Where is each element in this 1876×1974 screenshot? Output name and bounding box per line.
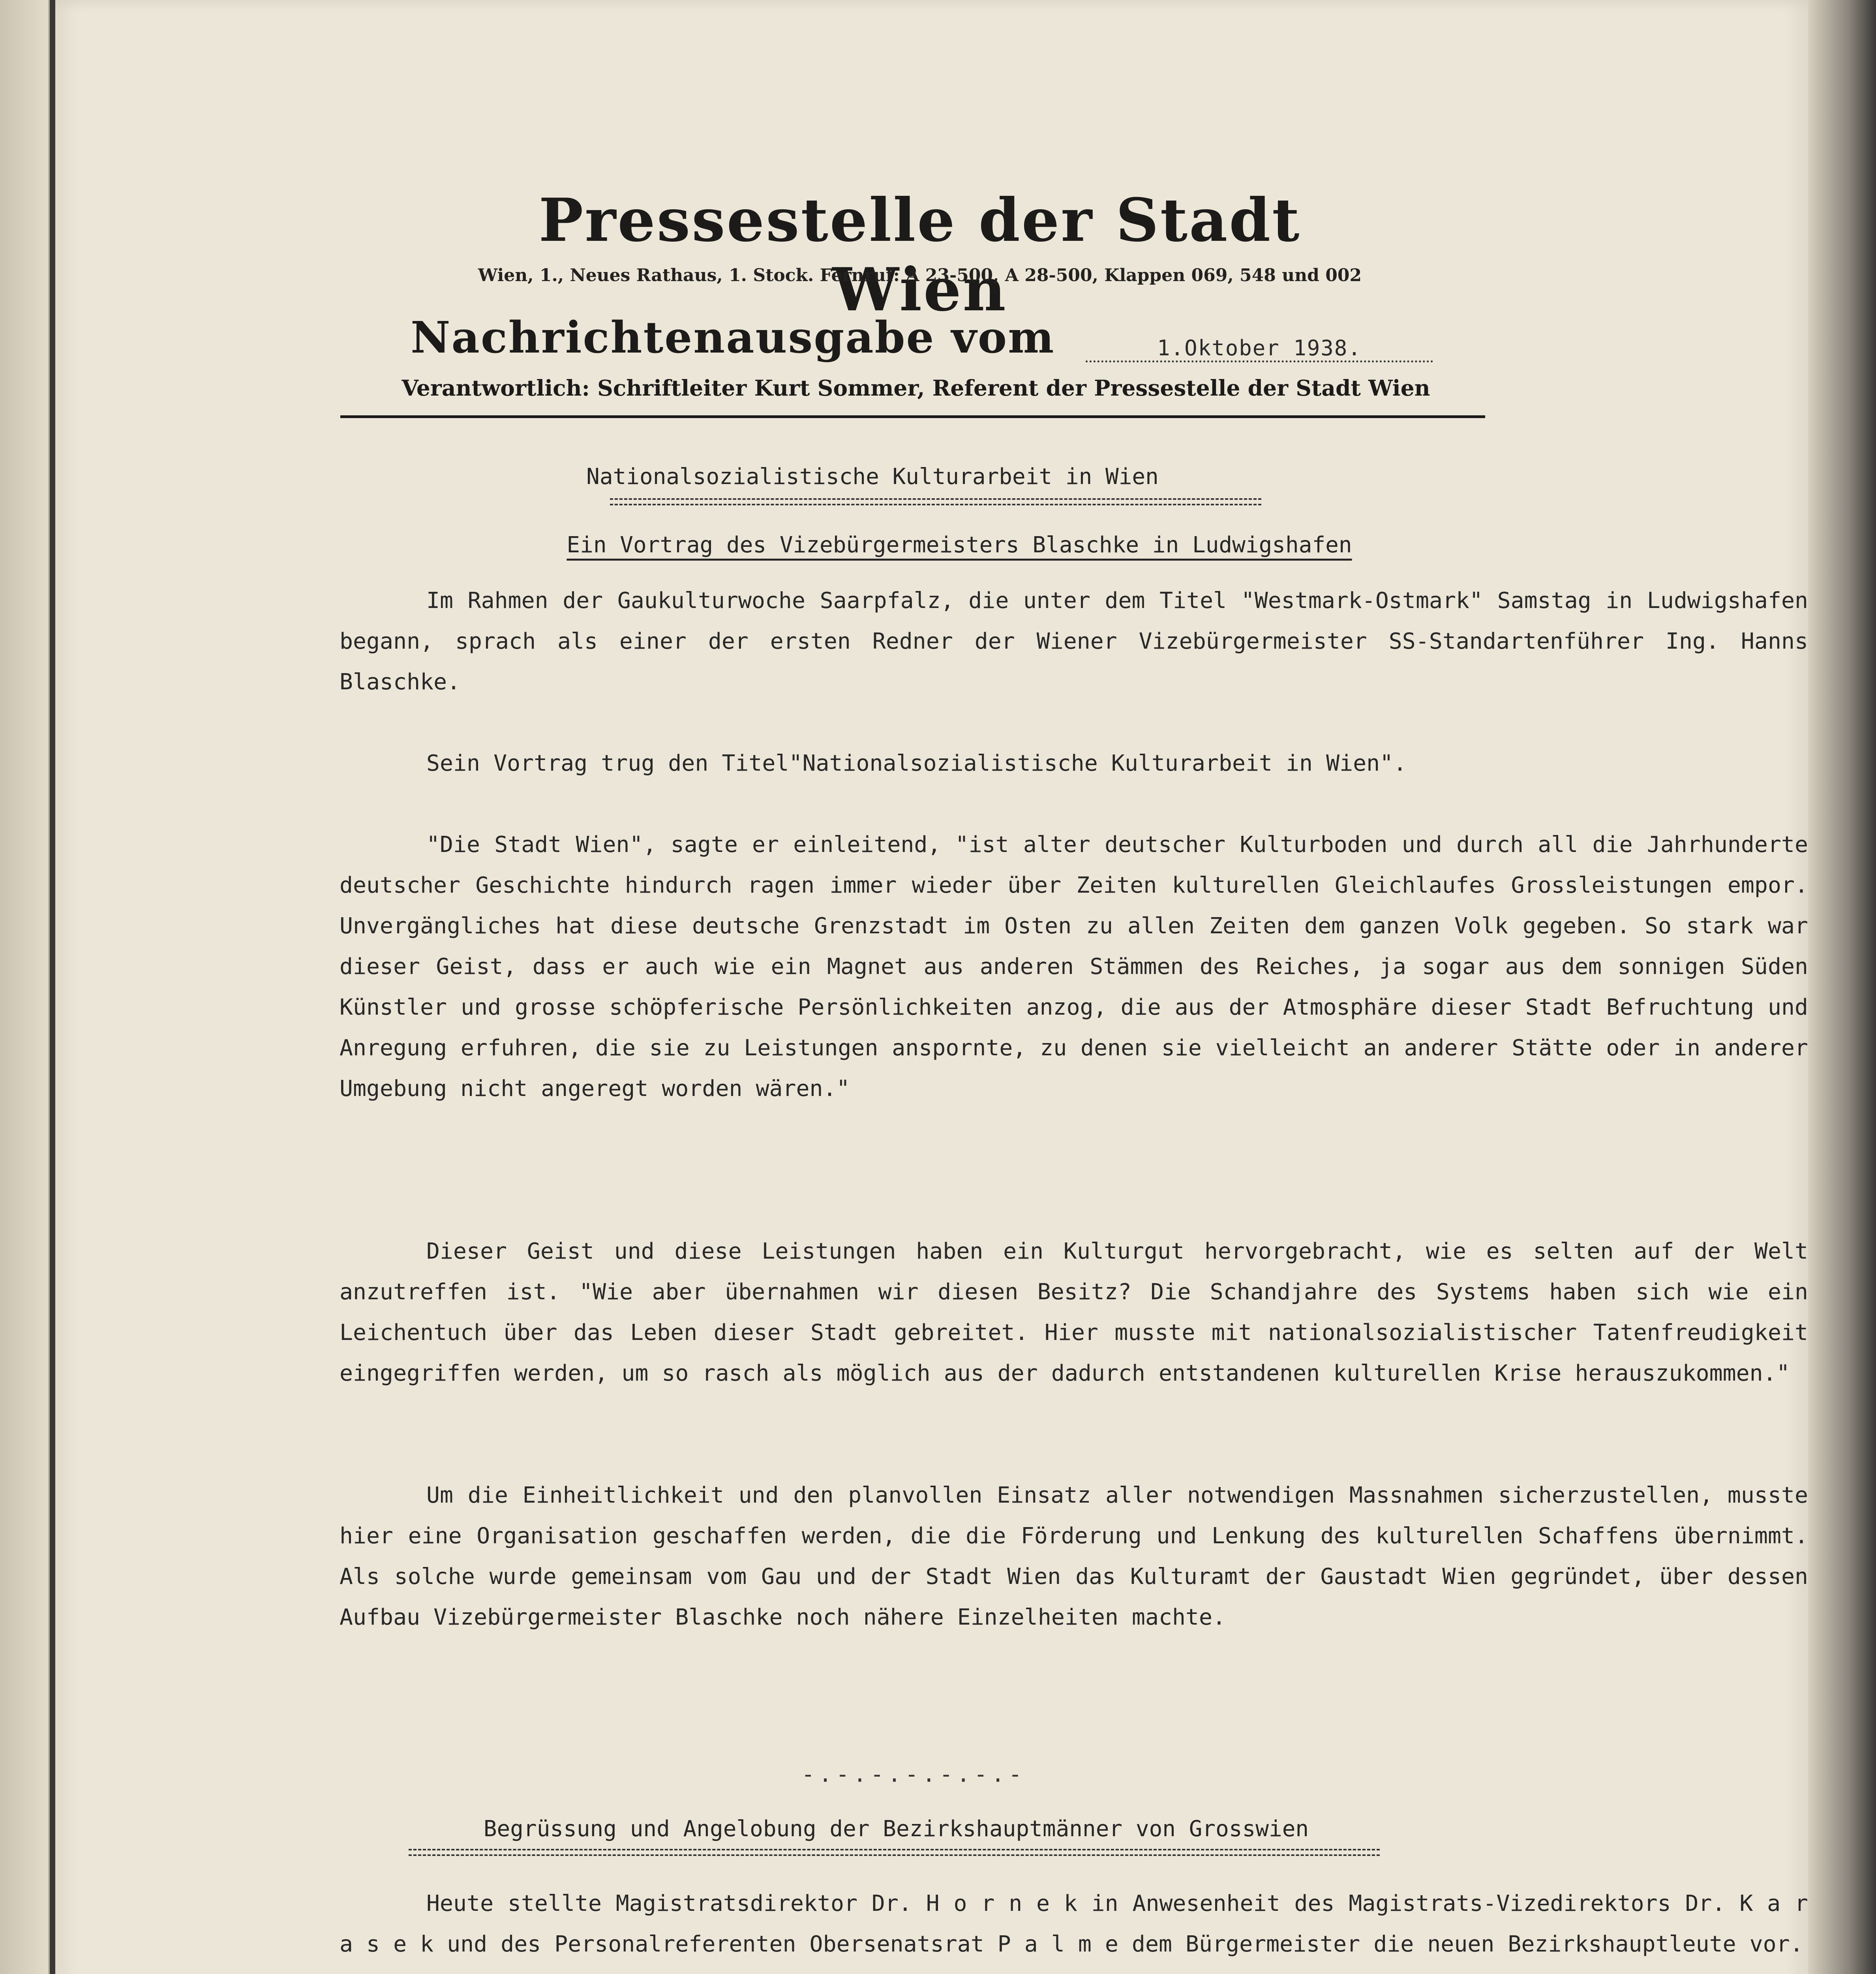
article1-separator: -.-.-.-.-.-.- — [801, 1762, 1026, 1787]
article1-paragraph-5: Um die Einheitlichkeit und den planvollen Einsatz aller notwendigen Massnahmen sicherzustellen, musste hier eine Organisation geschaffen werden, die die Förderung und Lenkung des kulturellen Schaffens übernimmt. Als solche wurde gemeinsam vom Gau und der Stadt Wien das Kulturamt der Gaustadt Wien gegründet, über dessen Aufbau Vizebürgermeister Blaschke noch nähere Einzelheiten machte. — [340, 1482, 1808, 1630]
previous-page-edge — [0, 0, 50, 1974]
article1-paragraph-3: "Die Stadt Wien", sagte er einleitend, "ist alter deutscher Kulturboden und durch all die Jahrhunderte deutscher Geschichte hindurch ragen immer wieder über Zeiten kulturellen Gleichlaufes Grossleistungen empor. Unvergängliches hat diese deutsche Grenzstadt im Osten zu allen Zeiten dem ganzen Volk gegeben. So stark war dieser Geist, dass er auch wie ein Magnet aus anderen Stämmen des Reiches, ja sogar aus dem sonnigen Süden Künstler und grosse schöpferische Persönlichkeiten anzog, die aus der Atmosphäre dieser Stadt Befruchtung und Anregung erfuhren, die sie zu Leistungen anspornte, zu denen sie vielleicht an anderer Stätte oder in anderer Umgebung nicht angeregt worden wären." — [340, 832, 1808, 1101]
edition-date: 1.Oktober 1938. — [1086, 336, 1433, 362]
letterhead-address: Wien, 1., Neues Rathaus, 1. Stock. Fernruf: A 23-500, A 28-500, Klappen 069, 548 und 002 — [478, 265, 1362, 285]
article1-subtitle: Ein Vortrag des Vizebürgermeisters Blaschke in Ludwigshafen — [567, 532, 1352, 558]
article2-paragraph-1: Heute stellte Magistratsdirektor Dr. H o r n e k in Anwesenheit des Magistrats-Vizedirektors Dr. K a r a s e k und des Personalreferenten Obersenatsrat P a l m e dem Bürgermeister die neuen Bezirkshauptleute vor. — [340, 1891, 1808, 1957]
article1-title-double-underline — [610, 498, 1261, 505]
responsible-editor-line: Verantwortlich: Schriftleiter Kurt Sommer, Referent der Pressestelle der Stadt Wien — [401, 375, 1430, 401]
article1-paragraph-2: Sein Vortrag trug den Titel"Nationalsozialistische Kulturarbeit in Wien". — [426, 751, 1407, 776]
letterhead-title: Pressestelle der Stadt Wien — [538, 186, 1301, 325]
article1-paragraph-1: Im Rahmen der Gaukulturwoche Saarpfalz, die unter dem Titel "Westmark-Ostmark" Samstag in Ludwigshafen begann, sprach als einer der ersten Redner der Wiener Vizebürgermeister SS-Standartenführer Ing. Hanns Blaschke. — [340, 588, 1808, 695]
article2-title-double-underline — [409, 1849, 1380, 1856]
page-binding-edge — [1808, 0, 1876, 1974]
edition-label: Nachrichtenausgabe vom — [411, 312, 1055, 363]
article1-title: Nationalsozialistische Kulturarbeit in Wien — [586, 464, 1159, 490]
letterhead-divider — [340, 415, 1485, 418]
article2-title: Begrüssung und Angelobung der Bezirkshauptmänner von Grosswien — [483, 1816, 1309, 1842]
article1-paragraph-4: Dieser Geist und diese Leistungen haben ein Kulturgut hervorgebracht, wie es selten auf der Welt anzutreffen ist. "Wie aber übernahmen wir diesen Besitz? Die Schandjahre des Systems haben sich wie ein Leichentuch über das Leben dieser Stadt gebreitet. Hier musste mit nationalsozialistischer Tatenfreudigkeit eingegriffen werden, um so rasch als möglich aus der dadurch entstandenen kulturellen Krise herauszukommen." — [340, 1238, 1808, 1386]
edition-line — [411, 312, 1476, 367]
